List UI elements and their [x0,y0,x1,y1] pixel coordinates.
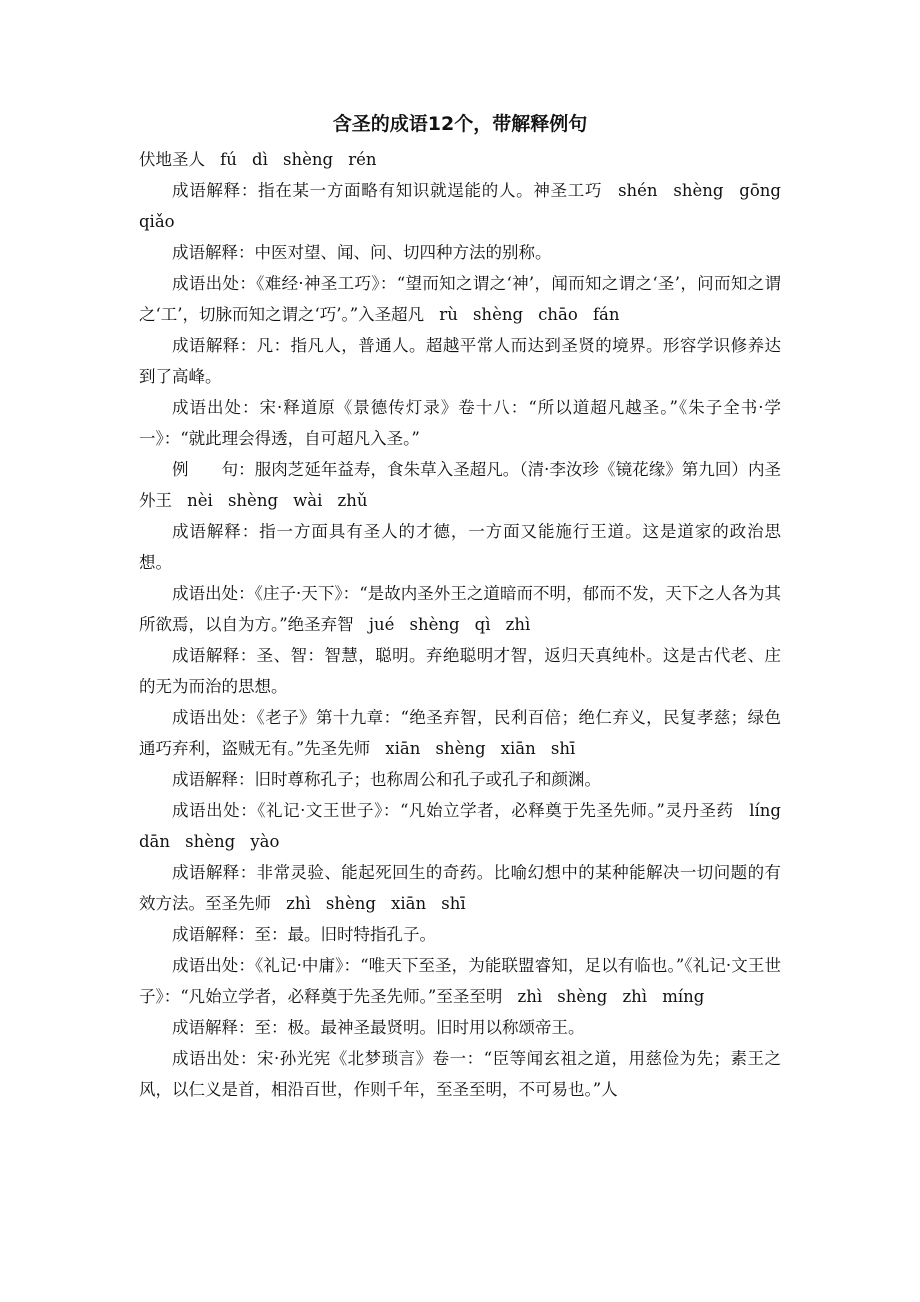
paragraph-explanation: 成语解释：旧时尊称孔子；也称周公和孔子或孔子和颜渊。 [172,770,601,789]
document-page [139,108,781,1105]
paragraph-explanation: 成语解释：指一方面具有圣人的才德，一方面又能施行王道。这是道家的政治思想。 [139,522,781,572]
paragraph-source: 成语出处：《难经·神圣工巧》：“望而知之谓之‘神’，闻而知之谓之‘圣’，问而知之谓之‘工’，切脉而知之谓之‘巧’。”入圣超凡 rù shèng chāo fán [139,274,781,324]
paragraph-source: 成语出处：《庄子·天下》：“是故内圣外王之道暗而不明，郁而不发，天下之人各为其所欲焉，以自为方。”绝圣弃智 jué shèng qì zhì [139,584,781,634]
paragraph-explanation: 成语解释：至：最。旧时特指孔子。 [172,925,436,944]
paragraph-explanation: 成语解释：圣、智：智慧，聪明。弃绝聪明才智，返归天真纯朴。这是古代老、庄的无为而治的思想。 [139,646,781,696]
paragraph-explanation: 成语解释：指在某一方面略有知识就逞能的人。神圣工巧 shén shèng gōng qiǎo [139,181,781,231]
paragraph-source: 成语出处：《老子》第十九章：“绝圣弃智，民利百倍；绝仁弃义，民复孝慈；绿色通巧弃利，盗贼无有。”先圣先师 xiān shèng xiān shī [139,708,781,758]
paragraph-source: 成语出处：宋·释道原《景德传灯录》卷十八：“所以道超凡越圣。”《朱子全书·学一》：“就此理会得透，自可超凡入圣。” [139,398,781,448]
paragraph-explanation: 成语解释：非常灵验、能起死回生的奇药。比喻幻想中的某种能解决一切问题的有效方法。至圣先师 zhì shèng xiān shī [139,863,781,913]
paragraph-source: 成语出处：《礼记·中庸》：“唯天下至圣，为能联盟睿知，足以有临也。”《礼记·文王世子》：“凡始立学者，必释奠于先圣先师。”至圣至明 zhì shèng zhì míng [139,956,781,1006]
paragraph-example: 例 句：服肉芝延年益寿，食朱草入圣超凡。（清·李汝珍《镜花缘》第九回）内圣外王 nèi shèng wài zhǔ [139,460,781,510]
paragraph-idiom-fudi-shengren: 伏地圣人 fú dì shèng rén [139,150,377,169]
paragraph-explanation: 成语解释：中医对望、闻、问、切四种方法的别称。 [172,243,552,262]
paragraph-explanation: 成语解释：至：极。最神圣最贤明。旧时用以称颂帝王。 [172,1018,585,1037]
paragraph-source: 成语出处：宋·孙光宪《北梦琐言》卷一：“臣等闻玄祖之道，用慈俭为先；素王之风，以仁义是首，相沿百世，作则千年，至圣至明，不可易也。”人 [139,1049,781,1099]
document-title: 含圣的成语12个，带解释例句 [332,113,588,135]
paragraph-source: 成语出处：《礼记·文王世子》：“凡始立学者，必释奠于先圣先师。”灵丹圣药 líng dān shèng yào [139,801,781,851]
paragraph-explanation: 成语解释：凡：指凡人，普通人。超越平常人而达到圣贤的境界。形容学识修养达到了高峰。 [139,336,781,386]
